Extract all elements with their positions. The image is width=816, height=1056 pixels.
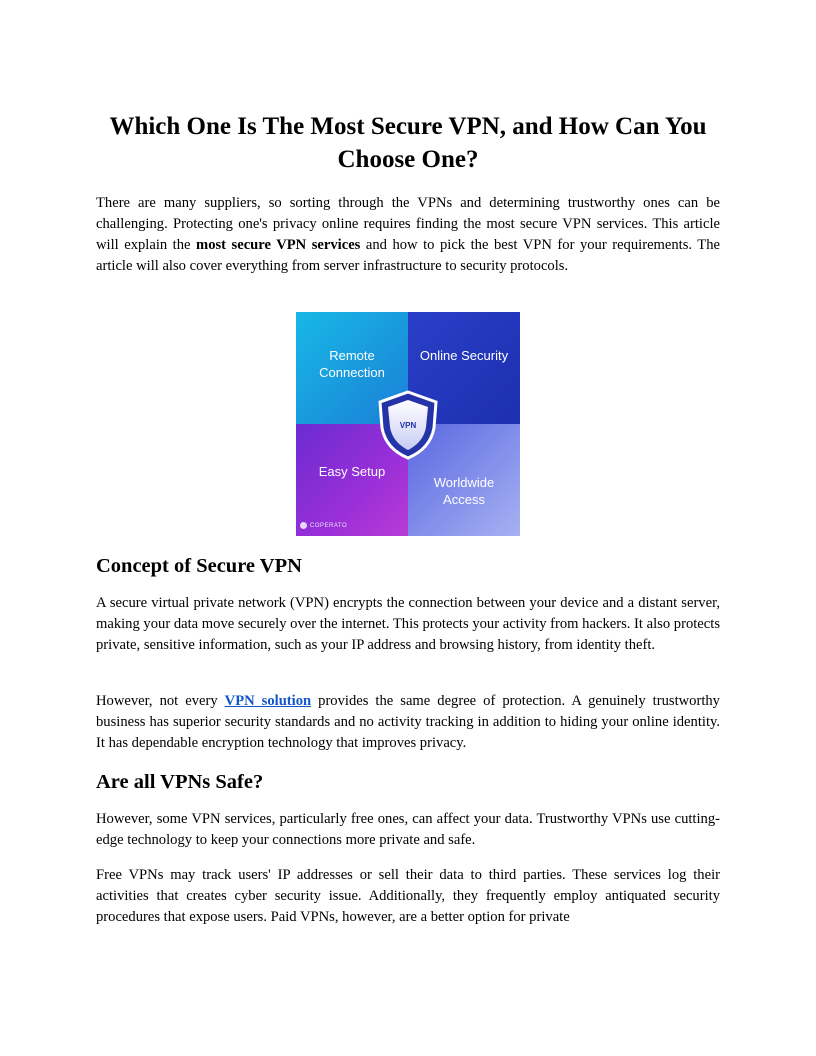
brand-logo-icon — [300, 522, 307, 529]
safety-paragraph-2: Free VPNs may track users' IP addresses or sell their data to third parties. These services log their activities that creates cyber security issue. Additionally, they frequently employ antiquated security procedures that expose users. Paid VPNs, however, are a better option for private — [96, 867, 720, 925]
section-heading-concept: Concept of Secure VPN — [96, 555, 302, 577]
vpn-solution-link[interactable]: VPN solution — [224, 693, 312, 709]
concept-paragraph-2 — [96, 691, 720, 754]
quadrant-label-easy-setup: Easy Setup — [318, 464, 386, 479]
intro-text-before: There are many suppliers, so sorting through the VPNs and determining trustworthy ones can be challenging. Protecting one's privacy online requires finding the most secure VPN services. This article will explain the — [96, 195, 720, 253]
safety-paragraph-1: However, some VPN services, particularly free ones, can affect your data. Trustworthy VPNs use cutting-edge technology to keep your connections more private and safe. — [96, 811, 720, 848]
intro-paragraph — [96, 193, 720, 277]
vpn-feature-image — [296, 312, 520, 536]
concept-p2-text-before: However, not every — [96, 693, 225, 709]
vpn-shield-icon — [376, 390, 440, 460]
section-heading-safety: Are all VPNs Safe? — [96, 771, 264, 793]
quadrant-label-online-security: Online Security — [419, 348, 509, 363]
concept-p2-text-after: provides the same degree of protection. A genuinely trustworthy business has superior security standards and no activity tracking in addition to hiding your online identity. It has dependable encryption technology that improves privacy. — [96, 693, 720, 751]
page-title: Which One Is The Most Secure VPN, and How Can You Choose One? — [109, 113, 707, 173]
brand-name: COPERATO — [310, 522, 348, 529]
intro-bold-text: most secure VPN services — [196, 236, 361, 253]
quadrant-label-remote-connection: Remote Connection — [319, 348, 385, 380]
shield-label: VPN — [399, 421, 417, 430]
quadrant-label-worldwide-access: Worldwide Access — [433, 475, 495, 507]
concept-paragraph-1: A secure virtual private network (VPN) encrypts the connection between your device and a distant server, making your data move securely over the internet. This protects your activity from hackers. It also protects private, sensitive information, such as your IP address and browsing history, from identity theft. — [96, 595, 720, 653]
brand-watermark — [300, 522, 347, 529]
intro-text-after: and how to pick the best VPN for your requirements. The article will also cover everything from server infrastructure to security protocols. — [96, 236, 720, 274]
